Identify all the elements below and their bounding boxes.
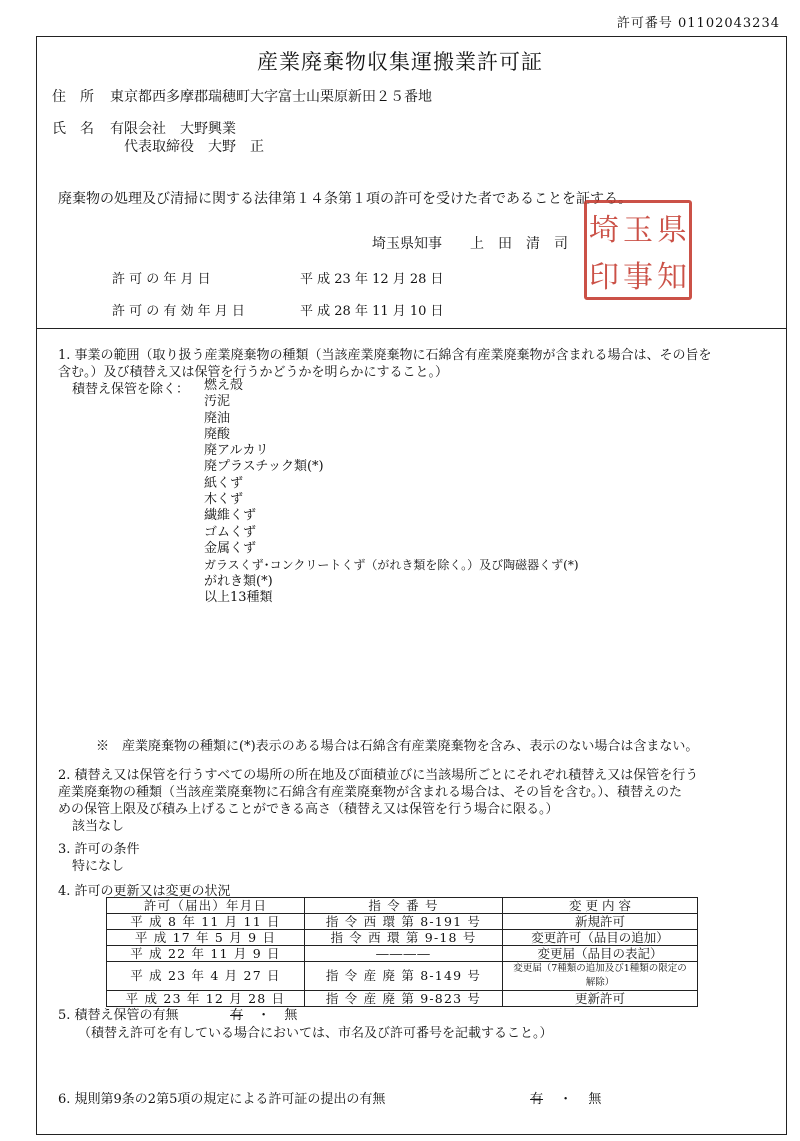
seal-char: 印 [589, 259, 619, 295]
table-cell-order: 指 令 産 廃 第 9-823 号 [305, 991, 503, 1007]
section6-heading: 6. 規則第9条の2第5項の規定による許可証の提出の有無 [58, 1092, 386, 1107]
option-no: 無 [284, 1008, 298, 1023]
table-cell-order: 指 令 西 環 第 8-191 号 [305, 914, 503, 930]
list-item: 金属くず [204, 540, 257, 556]
option-separator: ・ [559, 1092, 573, 1107]
seal-char: 事 [623, 259, 653, 295]
representative-name: 代表取締役 大野 正 [124, 139, 264, 155]
table-cell-date: 平 成 23 年 12 月 28 日 [107, 991, 305, 1007]
address-label: 住 所 [52, 89, 94, 105]
section5-options [230, 1004, 297, 1023]
valid-until-value: 平 成 28 年 11 月 10 日 [300, 304, 444, 319]
permit-number: 許可番号 01102043234 [616, 16, 780, 31]
page-title: 産業廃棄物収集運搬業許可証 [257, 50, 543, 74]
valid-until-label: 許 可 の 有 効 年 月 日 [112, 304, 245, 319]
section5-note: （積替え許可を有している場合においては、市名及び許可番号を記載すること。） [78, 1026, 553, 1041]
seal-char: 県 [657, 212, 687, 248]
scope-label: 積替え保管を除く： [72, 382, 190, 397]
official-seal [584, 200, 692, 300]
section3-heading: 3. 許可の条件 [58, 842, 140, 857]
list-item: 紙くず [204, 475, 244, 491]
section6-options [530, 1088, 601, 1107]
table-cell-date: 平 成 23 年 4 月 27 日 [107, 962, 305, 991]
section4-heading: 4. 許可の更新又は変更の状況 [58, 884, 231, 899]
table-cell-change: 変更届（7種類の追加及び1種類の限定の解除） [503, 962, 698, 991]
asbestos-note: ※ 産業廃棄物の種類に(*)表示のある場合は石綿含有産業廃棄物を含み、表示のない場合は含まない。 [96, 739, 699, 754]
table-cell-change: 変更許可（品目の追加） [503, 930, 698, 946]
table-cell-change: 新規許可 [503, 914, 698, 930]
table-row [107, 962, 698, 991]
table-cell-date: 平 成 22 年 11 月 9 日 [107, 946, 305, 962]
list-item: 以上13種類 [204, 589, 273, 605]
list-item: がれき類(*) [204, 573, 273, 589]
column-header-change: 変 更 内 容 [503, 898, 698, 914]
option-no: 無 [588, 1092, 602, 1107]
section2-heading-line2: 産業廃棄物の種類（当該産業廃棄物に石綿含有産業廃棄物が含まれる場合は、その旨を含む。）、積替えのた [58, 785, 683, 800]
table-row [107, 930, 698, 946]
list-item: 燃え殻 [204, 378, 244, 393]
section1-heading-line1: 1. 事業の範囲（取り扱う産業廃棄物の種類（当該産業廃棄物に石綿含有産業廃棄物が含まれる場合は、その旨を [58, 348, 712, 363]
address-value: 東京都西多摩郡瑞穂町大字富士山栗原新田２５番地 [110, 89, 432, 105]
option-yes: 有 [230, 1008, 244, 1023]
table-row [107, 946, 698, 962]
issuer-name: 埼玉県知事 上 田 清 司 [372, 236, 568, 252]
history-table [106, 897, 698, 1007]
list-item: ゴムくず [204, 524, 257, 540]
seal-char: 埼 [589, 212, 619, 248]
table-cell-date: 平 成 17 年 5 月 9 日 [107, 930, 305, 946]
list-item: 廃プラスチック類(*) [204, 459, 324, 475]
table-header-row [107, 898, 698, 914]
list-item: 木くず [204, 492, 244, 508]
section2-heading-line3: めの保管上限及び積み上げることができる高さ（積替え又は保管を行う場合に限る。） [58, 802, 559, 817]
option-yes: 有 [530, 1092, 544, 1107]
table-cell-change: 変更届（品目の表記） [503, 946, 698, 962]
list-item: 繊維くず [204, 508, 257, 524]
name-label: 氏 名 [52, 121, 94, 137]
section3-value: 特になし [72, 859, 125, 874]
column-header-date: 許可（届出）年月日 [107, 898, 305, 914]
company-name: 有限会社 大野興業 [110, 121, 236, 137]
permit-date-label: 許 可 の 年 月 日 [112, 272, 211, 287]
list-item: 廃油 [204, 410, 231, 426]
table-cell-date: 平 成 8 年 11 月 11 日 [107, 914, 305, 930]
table-cell-change: 更新許可 [503, 991, 698, 1007]
table-row [107, 914, 698, 930]
list-item: 汚泥 [204, 394, 231, 410]
seal-char: 知 [657, 259, 687, 295]
section2-value: 該当なし [72, 819, 125, 834]
list-item: ガラスくず･コンクリートくず（がれき類を除く。）及び陶磁器くず(*) [204, 558, 579, 573]
section2-heading-line1: 2. 積替え又は保管を行うすべての場所の所在地及び面積並びに当該場所ごとにそれぞれ積替え又は保管を行う [58, 768, 699, 783]
certification-text: 廃棄物の処理及び清掃に関する法律第１４条第１項の許可を受けた者であることを証する。 [58, 191, 632, 207]
table-row [107, 991, 698, 1007]
permit-date-value: 平 成 23 年 12 月 28 日 [300, 272, 444, 287]
list-item: 廃酸 [204, 426, 231, 442]
column-header-order: 指 令 番 号 [305, 898, 503, 914]
list-item: 廃アルカリ [204, 443, 269, 459]
section5-heading: 5. 積替え保管の有無 [58, 1008, 179, 1023]
table-cell-order: 指 令 産 廃 第 8-149 号 [305, 962, 503, 991]
table-cell-order: ―――― [305, 946, 503, 962]
table-cell-order: 指 令 西 環 第 9-18 号 [305, 930, 503, 946]
option-separator: ・ [257, 1008, 271, 1023]
section-divider [36, 328, 787, 329]
seal-char: 玉 [623, 212, 653, 248]
section1-heading-line2: 含む。）及び積替え又は保管を行うかどうかを明らかにすること。） [58, 365, 449, 380]
waste-types-list [204, 378, 579, 606]
